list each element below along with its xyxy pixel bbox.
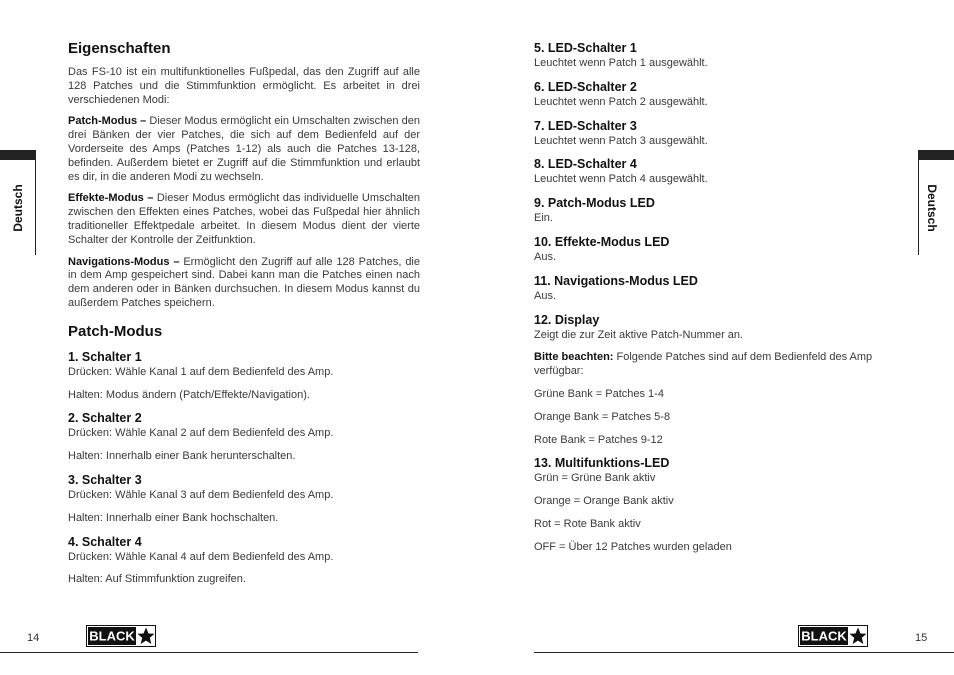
- item-heading: 6. LED-Schalter 2: [534, 79, 637, 94]
- page-number-right: 15: [915, 632, 928, 644]
- list-item: [68, 534, 420, 588]
- item-line: Leuchtet wenn Patch 1 ausgewählt.: [534, 57, 708, 69]
- item-heading: 9. Patch-Modus LED: [534, 196, 655, 211]
- mode-term: Navigations-Modus –: [68, 255, 180, 268]
- list-item: [68, 349, 420, 403]
- note-text: Folgende Patches sind auf dem Bedienfeld des Amp verfügbar:: [534, 351, 873, 378]
- intro-paragraph: Das FS-10 ist ein multifunktionelles Fußpedal, das den Zugriff auf alle 128 Patches und die Stimmfunktion ermöglicht. Es arbeitet in drei verschiedenen Modi:: [68, 66, 420, 106]
- item-line: Drücken: Wähle Kanal 4 auf dem Bedienfeld des Amp.: [68, 550, 334, 563]
- bank-line: Orange Bank = Patches 5-8: [534, 410, 671, 423]
- item-heading: 1. Schalter 1: [68, 349, 142, 364]
- bank-line: Grüne Bank = Patches 1-4: [534, 387, 664, 400]
- mode-term: Effekte-Modus –: [68, 192, 154, 205]
- side-tab-right-label: Deutsch: [925, 184, 939, 232]
- footer-rule-left: [0, 652, 418, 653]
- item-heading: 2. Schalter 2: [68, 411, 142, 426]
- item-line: OFF = Über 12 Patches wurden geladen: [534, 540, 732, 553]
- item-line: Halten: Modus ändern (Patch/Effekte/Navigation).: [68, 388, 310, 401]
- item-line: Leuchtet wenn Patch 4 ausgewählt.: [534, 173, 708, 186]
- item-line: Drücken: Wähle Kanal 2 auf dem Bedienfeld des Amp.: [68, 427, 334, 440]
- mode-paragraph: [68, 192, 420, 247]
- item-heading: 3. Schalter 3: [68, 472, 142, 487]
- item-heading: 13. Multifunktions-LED: [534, 456, 670, 471]
- brand-logo-right: [798, 625, 868, 647]
- item-heading: 4. Schalter 4: [68, 534, 142, 549]
- item-line: Leuchtet wenn Patch 3 ausgewählt.: [534, 134, 708, 147]
- list-item: [534, 40, 890, 71]
- list-item: [68, 410, 420, 464]
- mode-text: Ermöglicht den Zugriff auf alle 128 Patches, die in dem Amp gespeichert sind. Dabei kann man die Patches einen nach dem anderen oder in Bänken durchsuchen. In diesem Modus kannst du außerdem Patches speichern.: [68, 255, 420, 309]
- item-line: Ein.: [534, 212, 553, 225]
- item-line: Drücken: Wähle Kanal 1 auf dem Bedienfeld des Amp.: [68, 365, 334, 378]
- item-line: Rot = Rote Bank aktiv: [534, 517, 641, 530]
- item-line: Leuchtet wenn Patch 2 ausgewählt.: [534, 95, 708, 108]
- mode-text: Dieser Modus ermöglicht ein Umschalten zwischen den drei Bänken der vier Patches, die sich auf dem Bedienfeld auf der Vorderseite des Amps (Patches 1-12) als auch die Patches 13-128, befinden. Außerdem bietet er Zugriff auf die Stimmfunktion und erlaubt es dir, in die anderen Modi zu wechseln.: [68, 115, 420, 183]
- list-item: [534, 273, 890, 304]
- item-line: Aus.: [534, 250, 557, 263]
- item-line: Halten: Innerhalb einer Bank hochschalten.: [68, 511, 279, 524]
- section-title-eigenschaften: Eigenschaften: [68, 40, 171, 57]
- page-number-left: 14: [27, 632, 40, 644]
- brand-logo-left: [86, 625, 156, 647]
- logo-text: BLACK: [801, 628, 847, 644]
- item-line: Zeigt die zur Zeit aktive Patch-Nummer an.: [534, 328, 744, 341]
- mode-paragraph: [68, 115, 420, 184]
- item-heading: 11. Navigations-Modus LED: [534, 273, 698, 288]
- list-item: [534, 195, 890, 226]
- item-line: Drücken: Wähle Kanal 3 auf dem Bedienfeld des Amp.: [68, 488, 334, 501]
- item-line: Halten: Innerhalb einer Bank herunterschalten.: [68, 450, 296, 463]
- bank-line: Rote Bank = Patches 9-12: [534, 433, 663, 446]
- section-title-patch-modus: Patch-Modus: [68, 322, 163, 340]
- mode-text: Dieser Modus ermöglicht das individuelle Umschalten zwischen den Effekten eines Patches, wobei das Fußpedal hier ähnlich traditioneller Effektpedale arbeitet. In diesem Modus dient der vierte Schalter der Kontrolle der Zeitfunktion.: [68, 192, 420, 246]
- item-heading: 8. LED-Schalter 4: [534, 157, 637, 172]
- item-line: Grün = Grüne Bank aktiv: [534, 472, 656, 485]
- display-section: [534, 312, 890, 448]
- note-paragraph: [534, 351, 890, 379]
- item-line: Orange = Orange Bank aktiv: [534, 495, 674, 508]
- list-item: [534, 156, 890, 187]
- item-heading: 10. Effekte-Modus LED: [534, 234, 670, 249]
- list-item: [534, 79, 890, 110]
- mode-term: Patch-Modus –: [68, 115, 147, 128]
- item-heading: 12. Display: [534, 312, 600, 327]
- footer-rule-right: [534, 652, 954, 653]
- item-line: Aus.: [534, 289, 557, 302]
- item-line: Halten: Auf Stimmfunktion zugreifen.: [68, 573, 246, 586]
- mode-paragraph: [68, 256, 420, 311]
- list-item: [534, 118, 890, 149]
- note-term: Bitte beachten:: [534, 351, 614, 364]
- item-heading: 7. LED-Schalter 3: [534, 118, 637, 133]
- left-column: [68, 40, 420, 595]
- side-tab-left-label: Deutsch: [11, 184, 25, 232]
- list-item: [68, 472, 420, 526]
- item-heading: 5. LED-Schalter 1: [534, 41, 637, 55]
- list-item: [534, 234, 890, 265]
- right-column: [534, 40, 890, 563]
- logo-text: BLACK: [89, 628, 135, 644]
- multi-led-section: [534, 455, 890, 554]
